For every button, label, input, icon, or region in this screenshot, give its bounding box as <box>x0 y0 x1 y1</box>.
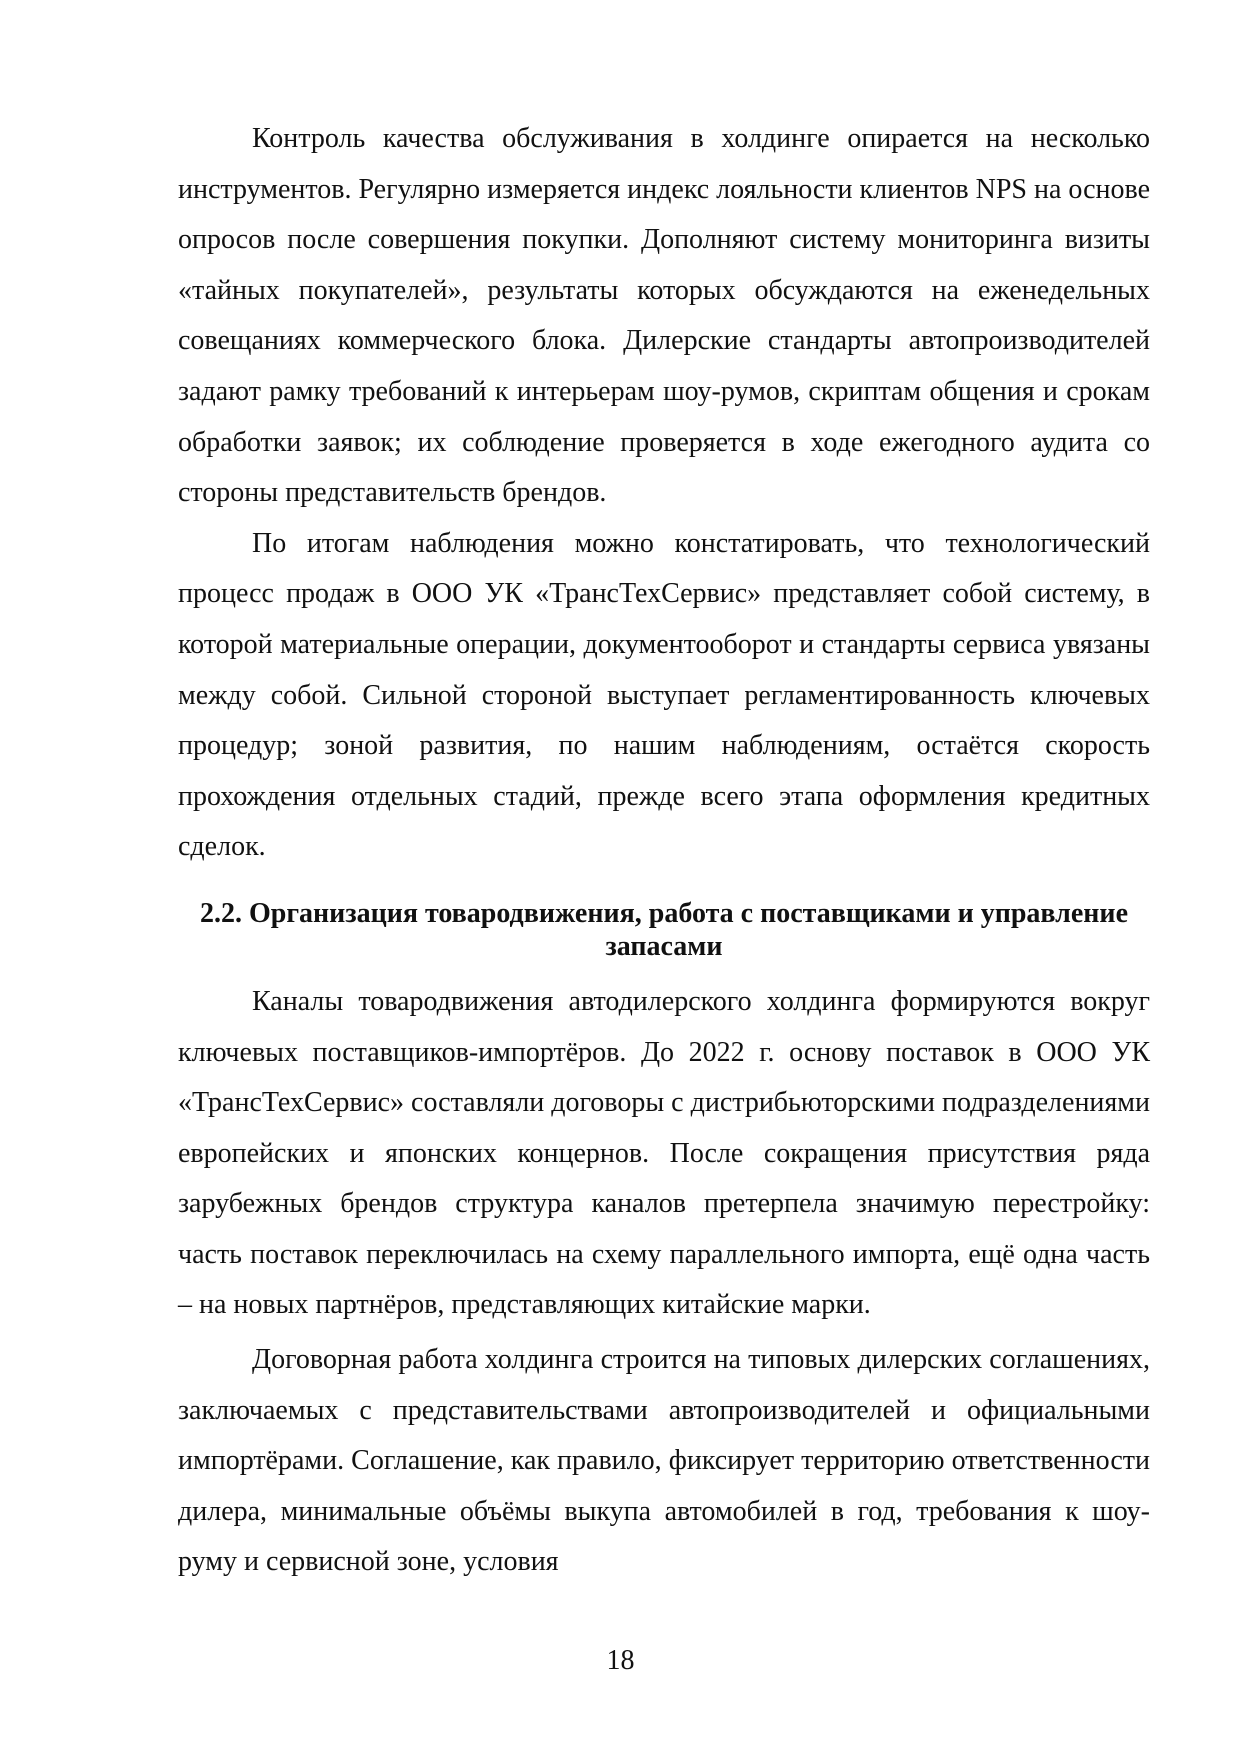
section-heading: 2.2. Организация товародвижения, работа с поставщиками и управление запасами <box>199 897 1128 962</box>
paragraph-contract-work: Договорная работа холдинга строится на типовых дилерских соглашениях, заключаемых с представительствами автопроизводителей и официальными импортёрами. Соглашение, как правило, фиксирует территорию ответственности дилера, минимальные объёмы выкупа автомобилей в год, требования к шоу-руму и сервисной зоне, условия <box>178 1344 1150 1578</box>
paragraph-sales-process-conclusion: По итогам наблюдения можно констатировать, что технологический процесс продаж в ООО УК «ТрансТехСервис» представляет собой систему, в которой материальные операции, документооборот и стандарты сервиса увязаны между собой. Сильной стороной выступает регламентированность ключевых процедур; зоной развития, по нашим наблюдениям, остаётся скорость прохождения отдельных стадий, прежде всего этапа оформления кредитных сделок. <box>178 527 1150 863</box>
paragraph-distribution-channels: Каналы товародвижения автодилерского холдинга формируются вокруг ключевых поставщиков-импортёров. До 2022 г. основу поставок в ООО УК «ТрансТехСервис» составляли договоры с дистрибьюторскими подразделениями европейских и японских концернов. После сокращения присутствия ряда зарубежных брендов структура каналов претерпела значимую перестройку: часть поставок переключилась на схему параллельного импорта, ещё одна часть – на новых партнёров, представляющих китайские марки. <box>178 985 1150 1321</box>
paragraph-quality-control: Контроль качества обслуживания в холдинге опирается на несколько инструментов. Регулярно измеряется индекс лояльности клиентов NPS на основе опросов после совершения покупки. Дополняют систему мониторинга визиты «тайных покупателей», результаты которых обсуждаются на еженедельных совещаниях коммерческого блока. Дилерские стандарты автопроизводителей задают рамку требований к интерьерам шоу-румов, скриптам общения и срокам обработки заявок; их соблюдение проверяется в ходе ежегодного аудита со стороны представительств брендов. <box>178 123 1150 509</box>
document-page <box>178 114 1150 1588</box>
page-number: 18 <box>606 1645 635 1676</box>
